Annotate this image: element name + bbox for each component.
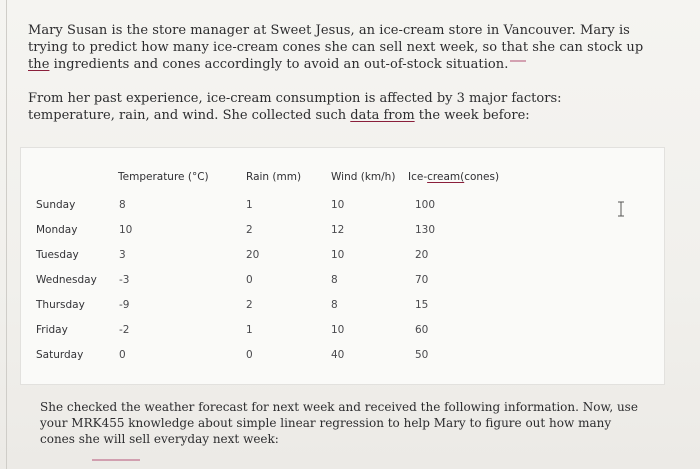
row-day: Thursday <box>36 299 85 311</box>
row-wind: 12 <box>331 224 345 236</box>
annotation-mark <box>92 459 140 461</box>
row-wind: 8 <box>331 274 338 286</box>
row-cones: 100 <box>415 199 436 211</box>
row-temperature: -9 <box>119 299 130 311</box>
factors-paragraph <box>28 90 648 124</box>
header-temperature: Temperature (°C) <box>118 171 209 183</box>
row-cones: 60 <box>415 324 429 336</box>
row-cones: 20 <box>415 249 429 261</box>
row-rain: 0 <box>246 349 253 361</box>
intro-text-a: Mary Susan is the store manager at Sweet Jesus, an ice-cream store in Vancouver. Mary is trying to predict how many ice-cream cones she can sell next week, so that she can stock up <box>28 23 644 55</box>
header-rain: Rain (mm) <box>246 171 302 183</box>
row-wind: 40 <box>331 349 345 361</box>
header-cones-b: cones) <box>464 171 500 183</box>
data-table <box>20 147 665 385</box>
text-cursor-icon <box>616 201 626 217</box>
factors-text-a: From her past experience, ice-cream consumption is affected by 3 major factors: temperature, rain, and wind. She collected such <box>28 91 562 123</box>
row-day: Wednesday <box>36 274 97 286</box>
row-temperature: -3 <box>119 274 130 286</box>
row-wind: 10 <box>331 324 345 336</box>
intro-paragraph <box>28 22 648 73</box>
header-cones-a: Ice- <box>408 171 428 183</box>
row-day: Saturday <box>36 349 84 361</box>
row-cones: 70 <box>415 274 429 286</box>
row-day: Monday <box>36 224 78 236</box>
row-temperature: -2 <box>119 324 130 336</box>
row-rain: 2 <box>246 299 253 311</box>
row-cones: 50 <box>415 349 429 361</box>
row-rain: 1 <box>246 199 253 211</box>
row-wind: 8 <box>331 299 338 311</box>
row-wind: 10 <box>331 249 345 261</box>
row-wind: 10 <box>331 199 345 211</box>
row-temperature: 8 <box>119 199 126 211</box>
row-temperature: 3 <box>119 249 126 261</box>
factors-text-b: the week before: <box>414 108 530 123</box>
row-rain: 2 <box>246 224 253 236</box>
row-day: Sunday <box>36 199 76 211</box>
row-day: Tuesday <box>36 249 79 261</box>
row-temperature: 0 <box>119 349 126 361</box>
row-temperature: 10 <box>119 224 133 236</box>
header-wind: Wind (km/h) <box>331 171 396 183</box>
forecast-paragraph: She checked the weather forecast for next week and received the following information. Now, use your MRK455 knowledge about simple linear regression to help Mary to figure out how many cones she will sell everyday next week: <box>40 400 638 446</box>
factors-underlined-text: data from <box>350 108 415 123</box>
row-day: Friday <box>36 324 68 336</box>
intro-underlined-word: the <box>28 57 50 72</box>
row-cones: 15 <box>415 299 429 311</box>
header-cones-underlined: cream( <box>427 171 465 183</box>
page-edge-divider <box>6 0 7 469</box>
row-rain: 0 <box>246 274 253 286</box>
row-rain: 1 <box>246 324 253 336</box>
annotation-mark <box>510 60 526 62</box>
row-cones: 130 <box>415 224 436 236</box>
row-rain: 20 <box>246 249 260 261</box>
header-cones <box>408 171 499 183</box>
intro-text-b: ingredients and cones accordingly to avoid an out-of-stock situation. <box>49 57 509 72</box>
